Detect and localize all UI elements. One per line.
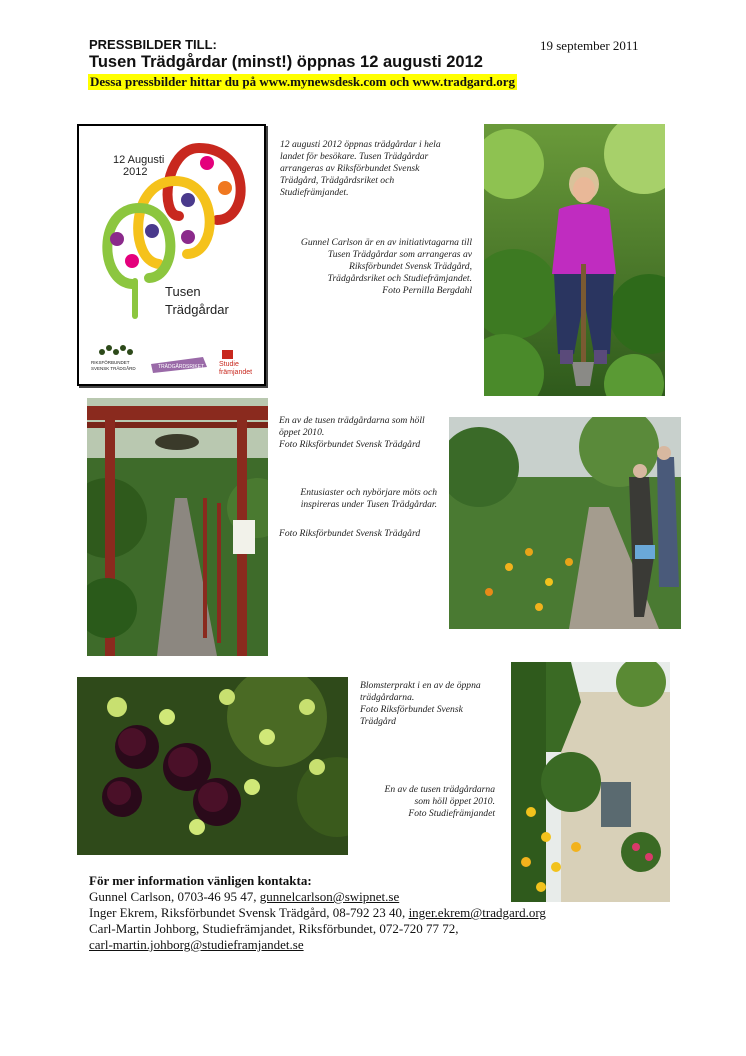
page-title: Tusen Trädgårdar (minst!) öppnas 12 augusti 2012 xyxy=(89,53,483,71)
press-kicker: PRESSBILDER TILL: xyxy=(89,37,217,52)
logo-name-line2: Trädgårdar xyxy=(165,302,229,317)
email-inger-link[interactable]: inger.ekrem@tradgard.org xyxy=(408,905,546,920)
contact-gunnel: Gunnel Carlson, 0703-46 95 47, gunnelcarlson@swipnet.se xyxy=(89,889,400,904)
indigo-dot-2 xyxy=(145,224,159,238)
indigo-dot xyxy=(181,193,195,207)
logo-artwork xyxy=(79,126,264,384)
pink-dot xyxy=(200,156,214,170)
tusen-tradgardar-logo xyxy=(77,124,266,386)
contact-heading: För mer information vänligen kontakta: xyxy=(89,873,312,888)
caption-photo-credit: Foto Riksförbundet Svensk Trädgård xyxy=(279,528,421,539)
contact-inger: Inger Ekrem, Riksförbundet Svensk Trädgård, 08-792 23 40, inger.ekrem@tradgard.org xyxy=(89,905,546,920)
partner-logo-studieframjandet xyxy=(219,350,252,376)
partner-logo-riksforbundet xyxy=(91,345,136,371)
email-carl-martin-link[interactable]: carl-martin.johborg@studieframjandet.se xyxy=(89,937,304,952)
email-gunnel-link[interactable]: gunnelcarlson@swipnet.se xyxy=(259,889,400,904)
logo-date-line1: 12 Augusti xyxy=(113,154,165,166)
caption-open-2010: En av de tusen trädgårdarna som höll öppet 2010. Foto Riksförbundet Svensk Trädgård xyxy=(279,415,425,450)
document-date: 19 september 2011 xyxy=(540,38,639,53)
svg-text:Studie: Studie xyxy=(219,361,239,368)
caption-gunnel: Gunnel Carlson är en av initiativtagarna till Tusen Trädgårdar som arrangeras av Riksförbundet Svensk Trädgård, Trädgårdsriket och Studiefrämjandet. Foto Pernilla Bergdahl xyxy=(300,237,472,296)
partner-logo-tradgardsriket xyxy=(151,357,207,373)
logo-name-line1: Tusen xyxy=(165,284,201,299)
caption-studieframjandet: En av de tusen trädgårdarna som höll öppet 2010. Foto Studiefrämjandet xyxy=(384,784,495,819)
caption-opening: 12 augusti 2012 öppnas trädgårdar i hela landet för besökare. Tusen Trädgårdar arrangeras av Riksförbundet Svensk Trädgård, Trädgårdsriket och Studiefrämjandet. xyxy=(280,139,441,198)
photo-pergola-garden xyxy=(87,398,268,656)
caption-enthusiasts: Entusiaster och nybörjare möts och inspireras under Tusen Trädgårdar. xyxy=(300,487,437,510)
photo-garden-visitors xyxy=(449,417,681,629)
photo-gunnel-carlson xyxy=(484,124,665,396)
svg-text:TRÄDGÅRDSRIKET: TRÄDGÅRDSRIKET xyxy=(158,364,205,370)
svg-text:RIKSFÖRBUNDET: RIKSFÖRBUNDET xyxy=(91,360,130,365)
purple-dot-2 xyxy=(110,232,124,246)
photo-dark-flowers xyxy=(77,677,348,855)
svg-text:SVENSK TRÄDGÅRD: SVENSK TRÄDGÅRD xyxy=(91,366,136,371)
svg-text:främjandet: främjandet xyxy=(219,369,253,376)
contact-carl-martin: Carl-Martin Johborg, Studiefrämjandet, Riksförbundet, 072-720 77 72, xyxy=(89,921,459,936)
highlighted-note: Dessa pressbilder hittar du på www.mynewsdesk.com och www.tradgard.org xyxy=(90,74,516,89)
caption-flowers: Blomsterprakt i en av de öppna trädgårdarna. Foto Riksförbundet Svensk Trädgård xyxy=(360,680,481,727)
photo-house-garden xyxy=(511,662,670,902)
pink-dot-2 xyxy=(125,254,139,268)
orange-dot xyxy=(218,181,232,195)
logo-date-line2: 2012 xyxy=(123,166,148,178)
contact-block xyxy=(89,873,546,953)
purple-dot xyxy=(181,230,195,244)
